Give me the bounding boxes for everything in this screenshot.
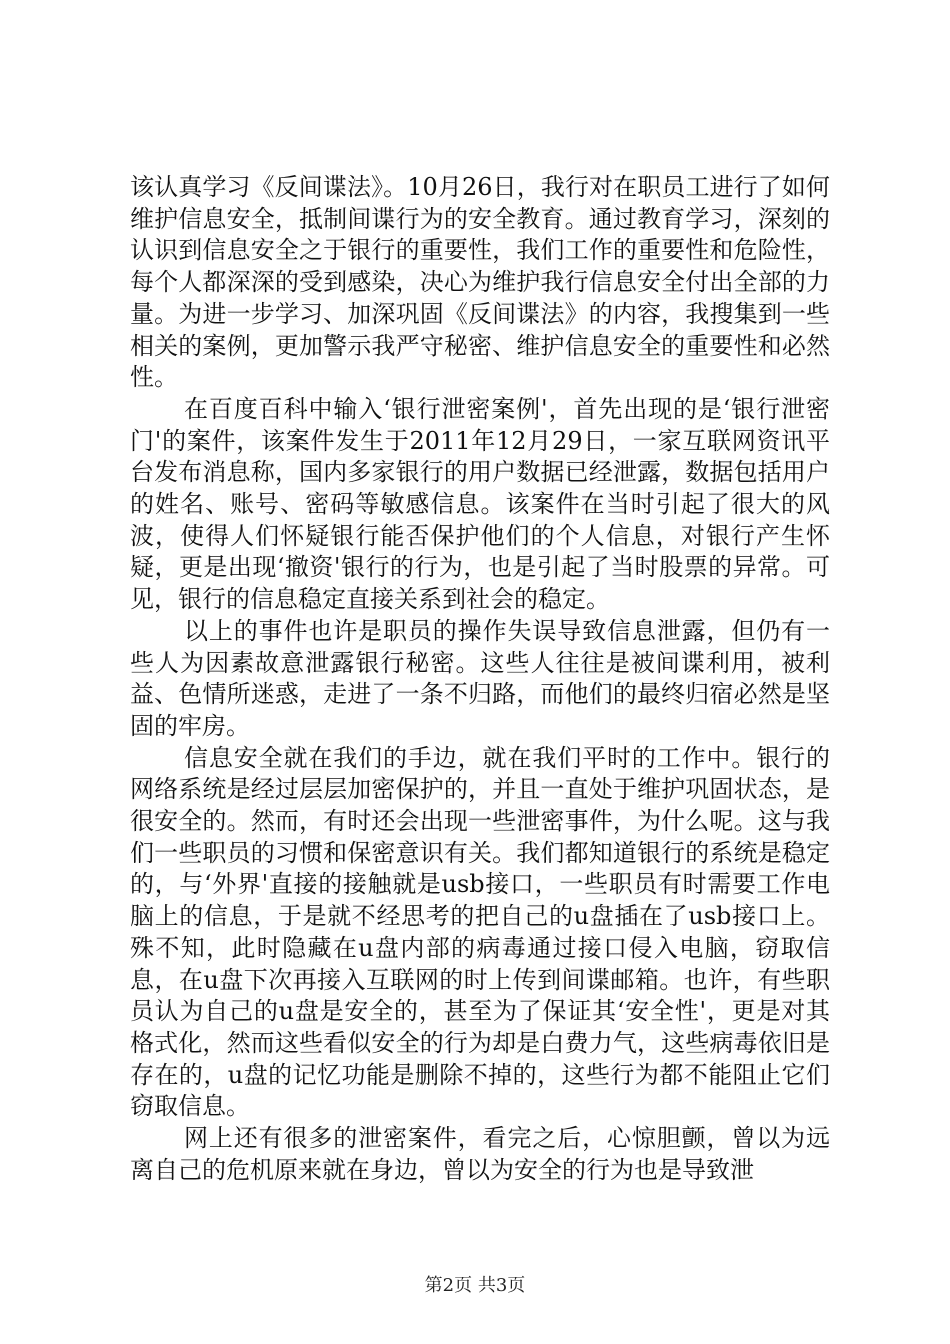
paragraph-3: 以上的事件也许是职员的操作失误导致信息泄露，但仍有一些人为因素故意泄露银行秘密。这些人往往是被间谍利用，被利益、色情所迷惑，走进了一条不归路，而他们的最终归宿必然是坚固的牢房。 [130,616,830,740]
paragraph-4: 信息安全就在我们的手边，就在我们平时的工作中。银行的网络系统是经过层层加密保护的，并且一直处于维护巩固状态，是很安全的。然而，有时还会出现一些泄密事件，为什么呢。这与我们一些职员的习惯和保密意识有关。我们都知道银行的系统是稳定的，与‘外界'直接的接触就是usb接口，一些职员有时需要工作电脑上的信息，于是就不经思考的把自己的u盘插在了usb接口上。殊不知，此时隐藏在u盘内部的病毒通过接口侵入电脑，窃取信息，在u盘下次再接入互联网的时上传到间谍邮箱。也许，有些职员认为自己的u盘是安全的，甚至为了保证其‘安全性'，更是对其格式化，然而这些看似安全的行为却是白费力气，这些病毒依旧是存在的，u盘的记忆功能是删除不掉的，这些行为都不能阻止它们窃取信息。 [130,743,830,1121]
paragraph-2: 在百度百科中输入‘银行泄密案例'，首先出现的是‘银行泄密门'的案件，该案件发生于2011年12月29日，一家互联网资讯平台发布消息称，国内多家银行的用户数据已经泄露，数据包括用户的姓名、账号、密码等敏感信息。该案件在当时引起了很大的风波，使得人们怀疑银行能否保护他们的个人信息，对银行产生怀疑，更是出现‘撤资'银行的行为，也是引起了当时股票的异常。可见，银行的信息稳定直接关系到社会的稳定。 [130,394,830,614]
page-footer: 第2页 共3页 [424,1275,526,1296]
document-body [130,172,830,1187]
paragraph-1: 该认真学习《反间谍法》。10月26日，我行对在职员工进行了如何维护信息安全，抵制间谍行为的安全教育。通过教育学习，深刻的认识到信息安全之于银行的重要性，我们工作的重要性和危险性，每个人都深深的受到感染，决心为维护我行信息安全付出全部的力量。为进一步学习、加深巩固《反间谍法》的内容，我搜集到一些相关的案例，更加警示我严守秘密、维护信息安全的重要性和必然性。 [130,173,830,392]
paragraph-5: 网上还有很多的泄密案件，看完之后，心惊胆颤，曾以为远离自己的危机原来就在身边，曾以为安全的行为也是导致泄 [130,1124,830,1184]
